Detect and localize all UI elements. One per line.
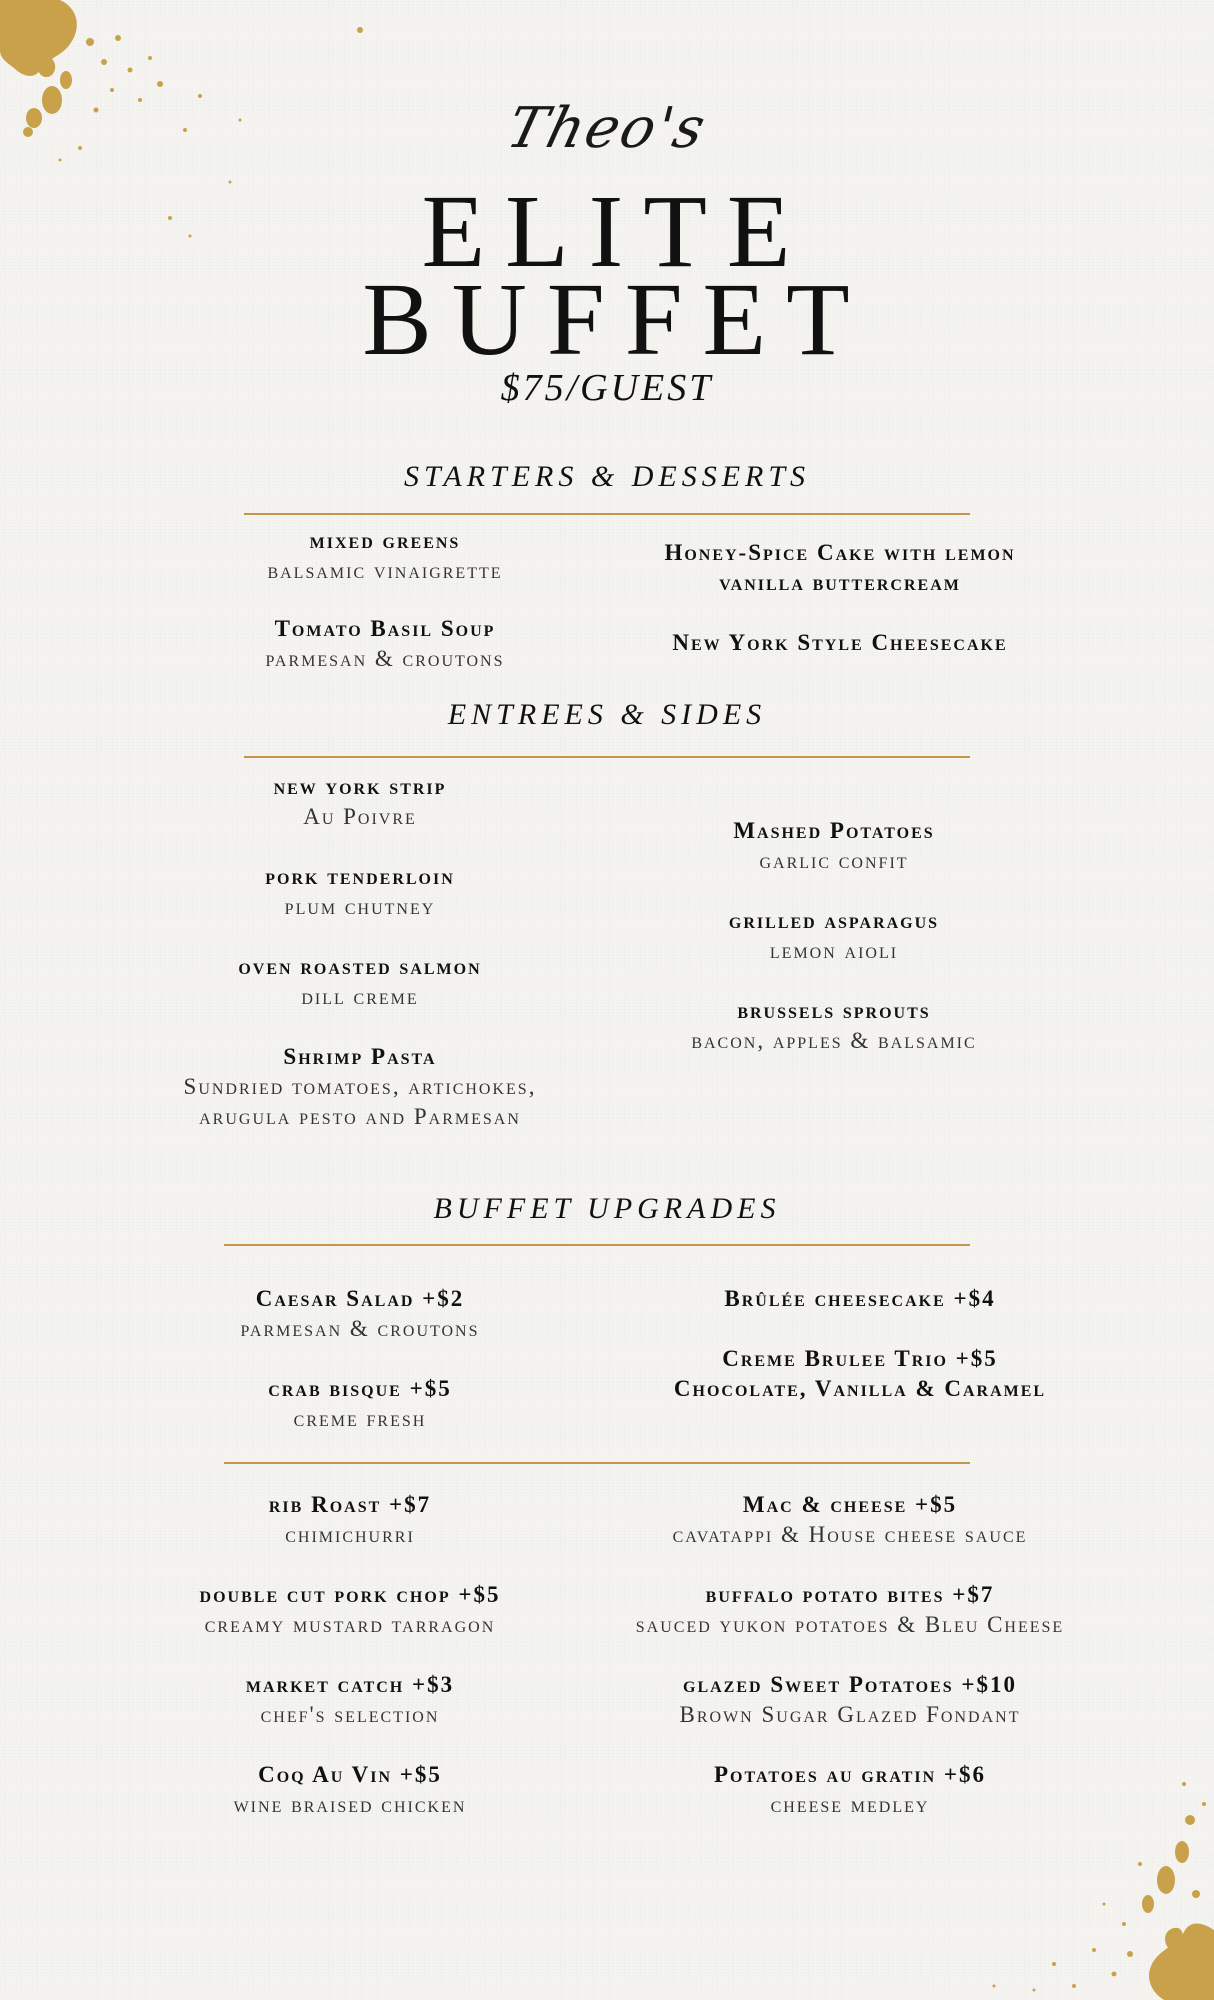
item-description: Au Poivre (303, 804, 417, 829)
menu-item (624, 996, 1044, 1056)
item-description: chimichurri (285, 1522, 415, 1547)
menu-item (140, 1760, 560, 1820)
item-description: chef's selection (260, 1702, 440, 1727)
item-name: New York Style Cheesecake (672, 630, 1008, 655)
item-description: bacon, apples & balsamic (691, 1028, 977, 1053)
upgrades-group1-right-column (620, 1284, 1100, 1404)
item-name: pork tenderloin (265, 864, 455, 889)
section-title-upgrades: BUFFET UPGRADES (433, 1192, 781, 1225)
menu-item (185, 614, 585, 674)
item-description: lemon aioli (769, 938, 899, 963)
gold-splash-top-dot (350, 20, 370, 40)
title-line-elite: ELITE (421, 174, 811, 289)
item-name: grilled asparagus (728, 908, 940, 933)
menu-item (120, 772, 600, 832)
section-title-entrees: ENTREES & SIDES (447, 698, 767, 731)
item-description: sauced yukon potatoes & Bleu Cheese (635, 1612, 1065, 1637)
menu-item (610, 628, 1070, 658)
upgrades-group2-right-column (580, 1490, 1120, 1820)
menu-item (160, 1284, 560, 1344)
item-description: cheese medley (770, 1792, 930, 1817)
divider-entrees (244, 756, 970, 758)
divider-starters (244, 513, 970, 515)
item-name: brussels sprouts (737, 998, 931, 1023)
item-description: cavatappi & House cheese sauce (672, 1522, 1028, 1547)
menu-item (160, 1374, 560, 1434)
price-per-guest: $75/GUEST (500, 367, 714, 409)
menu-item (610, 538, 1070, 598)
entrees-left-column (120, 772, 600, 1132)
entrees-right-column (624, 816, 1044, 1056)
item-name: double cut pork chop +$5 (199, 1582, 501, 1607)
item-name: Mac & cheese +$5 (742, 1492, 958, 1517)
item-description: parmesan & croutons (265, 646, 505, 671)
item-name: market catch +$3 (245, 1672, 455, 1697)
menu-item (580, 1490, 1120, 1550)
menu-item (620, 1344, 1100, 1404)
menu-item (580, 1580, 1120, 1640)
menu-item (120, 862, 600, 922)
item-description: Sundried tomatoes, artichokes, (183, 1074, 537, 1099)
item-name: new york strip (273, 774, 447, 799)
divider-upgrades-secondary (224, 1462, 970, 1464)
item-name-line-2: Chocolate, Vanilla & Caramel (673, 1376, 1047, 1401)
menu-item (140, 1490, 560, 1550)
upgrades-group2-left-column (140, 1490, 560, 1820)
restaurant-script-name: Theo's (500, 96, 714, 161)
menu-item (120, 1042, 600, 1132)
starters-right-column (610, 538, 1070, 658)
item-description: creme fresh (293, 1406, 427, 1431)
menu-item (624, 906, 1044, 966)
title-line-buffet: BUFFET (362, 262, 870, 377)
menu-item (620, 1284, 1100, 1314)
menu-item (140, 1580, 560, 1640)
item-name: Tomato Basil Soup (274, 616, 496, 641)
item-description: parmesan & croutons (240, 1316, 480, 1341)
divider-upgrades (224, 1244, 970, 1246)
item-name: Brûlée cheesecake +$4 (724, 1286, 996, 1311)
menu-item (624, 816, 1044, 876)
item-description-line-2: arugula pesto and Parmesan (199, 1104, 521, 1129)
item-description: balsamic vinaigrette (267, 558, 503, 583)
starters-left-column (185, 526, 585, 674)
item-name: crab bisque +$5 (268, 1376, 452, 1401)
menu-item (140, 1670, 560, 1730)
item-name: Honey-Spice Cake with lemon (664, 540, 1016, 565)
item-description: wine braised chicken (233, 1792, 467, 1817)
item-name: Coq Au Vin +$5 (258, 1762, 442, 1787)
item-name: Shrimp Pasta (283, 1044, 437, 1069)
item-name: buffalo potato bites +$7 (705, 1582, 995, 1607)
item-name: Creme Brulee Trio +$5 (722, 1346, 998, 1371)
menu-item (185, 526, 585, 586)
item-name: rib Roast +$7 (268, 1492, 432, 1517)
item-description: garlic confit (759, 848, 909, 873)
section-title-starters: STARTERS & DESSERTS (403, 460, 811, 493)
menu-item (120, 952, 600, 1012)
item-name: oven roasted salmon (238, 954, 482, 979)
item-description: creamy mustard tarragon (204, 1612, 496, 1637)
item-description: dill creme (301, 984, 419, 1009)
menu-item (580, 1670, 1120, 1730)
upgrades-group1-left-column (160, 1284, 560, 1434)
menu-item (580, 1760, 1120, 1820)
item-name: Caesar Salad +$2 (255, 1286, 465, 1311)
item-name-line-2: vanilla buttercream (719, 570, 961, 595)
item-description: plum chutney (284, 894, 436, 919)
item-name: Mashed Potatoes (733, 818, 935, 843)
item-name: Potatoes au gratin +$6 (713, 1762, 987, 1787)
item-description: Brown Sugar Glazed Fondant (679, 1702, 1021, 1727)
item-name: glazed Sweet Potatoes +$10 (683, 1672, 1017, 1697)
item-name: mixed greens (309, 528, 461, 553)
